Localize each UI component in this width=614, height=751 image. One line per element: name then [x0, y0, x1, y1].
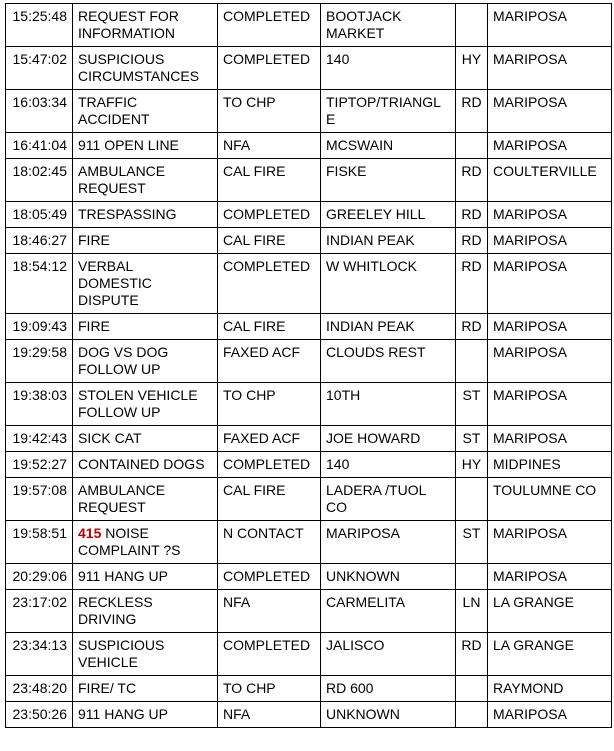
call-type — [73, 478, 218, 521]
call-status: TO CHP — [218, 383, 321, 426]
call-city: MARIPOSA — [488, 133, 612, 159]
call-time: 19:38:03 — [6, 383, 73, 426]
call-type-text: RECKLESS DRIVING — [78, 594, 153, 627]
street-suffix — [456, 133, 488, 159]
call-time: 19:57:08 — [6, 478, 73, 521]
call-time: 23:50:26 — [6, 702, 73, 728]
call-city: MARIPOSA — [488, 383, 612, 426]
call-city: RAYMOND — [488, 676, 612, 702]
call-type-text: SUSPICIOUS CIRCUMSTANCES — [78, 51, 200, 84]
call-status: CAL FIRE — [218, 478, 321, 521]
street-suffix: RD — [456, 314, 488, 340]
call-type-text: NOISE COMPLAINT ?S — [78, 525, 181, 558]
call-type — [73, 133, 218, 159]
call-type — [73, 202, 218, 228]
call-city: MIDPINES — [488, 452, 612, 478]
call-log-body — [6, 4, 612, 728]
call-location: 140 — [321, 47, 456, 90]
call-city: MARIPOSA — [488, 340, 612, 383]
call-type-text: SUSPICIOUS VEHICLE — [78, 637, 165, 670]
call-type-text: TRAFFIC ACCIDENT — [78, 94, 150, 127]
call-time: 15:47:02 — [6, 47, 73, 90]
call-status: TO CHP — [218, 676, 321, 702]
call-type — [73, 702, 218, 728]
call-type-text: 911 HANG UP — [78, 568, 168, 584]
call-status: COMPLETED — [218, 452, 321, 478]
call-type — [73, 590, 218, 633]
call-time: 19:29:58 — [6, 340, 73, 383]
street-suffix: RD — [456, 254, 488, 314]
call-city: TOULUMNE CO — [488, 478, 612, 521]
street-suffix: ST — [456, 426, 488, 452]
call-type-text: 911 HANG UP — [78, 706, 168, 722]
call-type — [73, 159, 218, 202]
call-time: 19:52:27 — [6, 452, 73, 478]
call-status: FAXED ACF — [218, 340, 321, 383]
call-code: 415 — [78, 525, 102, 541]
street-suffix: ST — [456, 383, 488, 426]
call-location: INDIAN PEAK — [321, 228, 456, 254]
table-row — [6, 676, 612, 702]
call-status: COMPLETED — [218, 202, 321, 228]
call-location: FISKE — [321, 159, 456, 202]
call-location: BOOTJACK MARKET — [321, 4, 456, 47]
call-city: MARIPOSA — [488, 228, 612, 254]
call-city: MARIPOSA — [488, 314, 612, 340]
call-type-text: STOLEN VEHICLE FOLLOW UP — [78, 387, 198, 420]
table-row — [6, 633, 612, 676]
call-type — [73, 521, 218, 564]
call-status: CAL FIRE — [218, 228, 321, 254]
table-row — [6, 383, 612, 426]
call-status: CAL FIRE — [218, 159, 321, 202]
call-time: 23:48:20 — [6, 676, 73, 702]
call-status: COMPLETED — [218, 47, 321, 90]
call-city: MARIPOSA — [488, 702, 612, 728]
table-row — [6, 702, 612, 728]
street-suffix: ST — [456, 521, 488, 564]
call-city: MARIPOSA — [488, 426, 612, 452]
call-time: 20:29:06 — [6, 564, 73, 590]
call-location: UNKNOWN — [321, 564, 456, 590]
table-row — [6, 564, 612, 590]
table-row — [6, 314, 612, 340]
call-time: 16:41:04 — [6, 133, 73, 159]
call-location: CARMELITA — [321, 590, 456, 633]
call-location: GREELEY HILL — [321, 202, 456, 228]
call-time: 19:42:43 — [6, 426, 73, 452]
call-type — [73, 676, 218, 702]
call-location: RD 600 — [321, 676, 456, 702]
table-row — [6, 228, 612, 254]
call-location: W WHITLOCK — [321, 254, 456, 314]
call-time: 18:02:45 — [6, 159, 73, 202]
call-location: 10TH — [321, 383, 456, 426]
call-type-text: FIRE — [78, 318, 110, 334]
street-suffix — [456, 676, 488, 702]
table-row — [6, 478, 612, 521]
call-status: FAXED ACF — [218, 426, 321, 452]
call-city: COULTERVILLE — [488, 159, 612, 202]
street-suffix — [456, 702, 488, 728]
table-row — [6, 4, 612, 47]
call-city: MARIPOSA — [488, 254, 612, 314]
call-status: COMPLETED — [218, 633, 321, 676]
call-status: COMPLETED — [218, 564, 321, 590]
call-city: MARIPOSA — [488, 521, 612, 564]
call-type-text: CONTAINED DOGS — [78, 456, 205, 472]
street-suffix — [456, 340, 488, 383]
call-log-table — [5, 3, 612, 728]
call-location: MCSWAIN — [321, 133, 456, 159]
street-suffix: RD — [456, 202, 488, 228]
call-status: NFA — [218, 133, 321, 159]
call-location: INDIAN PEAK — [321, 314, 456, 340]
call-type — [73, 90, 218, 133]
call-status: CAL FIRE — [218, 314, 321, 340]
call-time: 16:03:34 — [6, 90, 73, 133]
table-row — [6, 202, 612, 228]
table-row — [6, 90, 612, 133]
call-time: 23:17:02 — [6, 590, 73, 633]
street-suffix — [456, 4, 488, 47]
call-type — [73, 340, 218, 383]
call-time: 18:54:12 — [6, 254, 73, 314]
call-type-text: TRESPASSING — [78, 206, 177, 222]
call-status: COMPLETED — [218, 4, 321, 47]
street-suffix: RD — [456, 228, 488, 254]
table-row — [6, 340, 612, 383]
street-suffix: RD — [456, 159, 488, 202]
call-type-text: AMBULANCE REQUEST — [78, 163, 166, 196]
table-row — [6, 590, 612, 633]
call-city: LA GRANGE — [488, 633, 612, 676]
call-city: MARIPOSA — [488, 202, 612, 228]
table-row — [6, 133, 612, 159]
call-location: MARIPOSA — [321, 521, 456, 564]
street-suffix — [456, 564, 488, 590]
call-location: JALISCO — [321, 633, 456, 676]
call-type-text: AMBULANCE REQUEST — [78, 482, 166, 515]
street-suffix: HY — [456, 47, 488, 90]
call-status: TO CHP — [218, 90, 321, 133]
call-type — [73, 633, 218, 676]
table-row — [6, 521, 612, 564]
call-type — [73, 426, 218, 452]
call-status: NFA — [218, 590, 321, 633]
call-location: LADERA /TUOL CO — [321, 478, 456, 521]
table-row — [6, 47, 612, 90]
street-suffix: HY — [456, 452, 488, 478]
call-time: 18:05:49 — [6, 202, 73, 228]
call-type-text: FIRE — [78, 232, 110, 248]
table-row — [6, 426, 612, 452]
call-city: MARIPOSA — [488, 4, 612, 47]
street-suffix: RD — [456, 633, 488, 676]
call-time: 18:46:27 — [6, 228, 73, 254]
call-type-text: DOG VS DOG FOLLOW UP — [78, 344, 169, 377]
call-location: 140 — [321, 452, 456, 478]
call-city: MARIPOSA — [488, 564, 612, 590]
call-status: COMPLETED — [218, 254, 321, 314]
call-status: NFA — [218, 702, 321, 728]
call-time: 23:34:13 — [6, 633, 73, 676]
call-time: 15:25:48 — [6, 4, 73, 47]
call-city: MARIPOSA — [488, 90, 612, 133]
table-row — [6, 254, 612, 314]
table-row — [6, 452, 612, 478]
call-type-text: FIRE/ TC — [78, 680, 137, 696]
call-location: CLOUDS REST — [321, 340, 456, 383]
call-type — [73, 383, 218, 426]
street-suffix — [456, 478, 488, 521]
call-city: MARIPOSA — [488, 47, 612, 90]
call-type — [73, 254, 218, 314]
table-row — [6, 159, 612, 202]
call-type — [73, 47, 218, 90]
call-time: 19:09:43 — [6, 314, 73, 340]
call-location: TIPTOP/TRIANGLE — [321, 90, 456, 133]
call-type — [73, 564, 218, 590]
street-suffix: LN — [456, 590, 488, 633]
call-city: LA GRANGE — [488, 590, 612, 633]
call-location: JOE HOWARD — [321, 426, 456, 452]
call-type-text: SICK CAT — [78, 430, 142, 446]
street-suffix: RD — [456, 90, 488, 133]
call-type-text: REQUEST FOR INFORMATION — [78, 8, 179, 41]
call-status: N CONTACT — [218, 521, 321, 564]
call-type — [73, 4, 218, 47]
call-location: UNKNOWN — [321, 702, 456, 728]
call-type-text: VERBAL DOMESTIC DISPUTE — [78, 258, 152, 308]
call-type — [73, 314, 218, 340]
call-type-text: 911 OPEN LINE — [78, 137, 179, 153]
call-type — [73, 452, 218, 478]
call-time: 19:58:51 — [6, 521, 73, 564]
call-type — [73, 228, 218, 254]
